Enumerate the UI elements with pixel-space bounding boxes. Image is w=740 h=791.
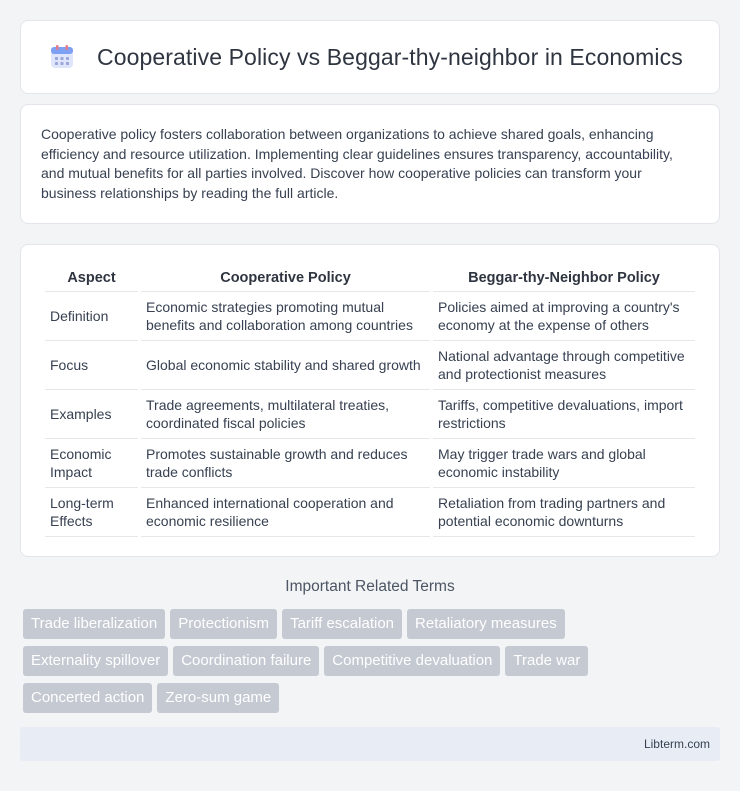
table-cell: Retaliation from trading partners and potential economic downturns bbox=[433, 488, 695, 537]
column-header-cooperative: Cooperative Policy bbox=[141, 265, 430, 292]
table-cell: Promotes sustainable growth and reduces trade conflicts bbox=[141, 439, 430, 488]
comparison-table-card bbox=[20, 244, 720, 557]
related-term-tag[interactable]: Trade war bbox=[505, 646, 588, 676]
related-term-tag[interactable]: Competitive devaluation bbox=[324, 646, 500, 676]
table-row bbox=[45, 488, 695, 537]
table-cell: Enhanced international cooperation and economic resilience bbox=[141, 488, 430, 537]
table-cell: Long-term Effects bbox=[45, 488, 138, 537]
table-cell: Focus bbox=[45, 341, 138, 390]
table-row bbox=[45, 390, 695, 439]
column-header-beggar: Beggar-thy-Neighbor Policy bbox=[433, 265, 695, 292]
comparison-table bbox=[42, 265, 698, 537]
related-term-tag[interactable]: Coordination failure bbox=[173, 646, 319, 676]
table-cell: Examples bbox=[45, 390, 138, 439]
header-card bbox=[20, 20, 720, 94]
footer-brand-link[interactable]: Libterm.com bbox=[643, 737, 710, 751]
related-term-tag[interactable]: Retaliatory measures bbox=[407, 609, 565, 639]
related-term-tag[interactable]: Externality spillover bbox=[23, 646, 168, 676]
table-cell: Trade agreements, multilateral treaties, coordinated fiscal policies bbox=[141, 390, 430, 439]
intro-text: Cooperative policy fosters collaboration between organizations to achieve shared goals, enhancing efficiency and resource utilization. Implementing clear guidelines ensures transparency, accountability, and mutual benefits for all parties involved. Discover how cooperative policies can transform your business relationships by reading the full article. bbox=[41, 126, 673, 201]
related-term-tag[interactable]: Protectionism bbox=[170, 609, 277, 639]
table-cell: Policies aimed at improving a country's economy at the expense of others bbox=[433, 292, 695, 341]
related-terms-tags bbox=[23, 609, 723, 720]
page-title: Cooperative Policy vs Beggar-thy-neighbor in Economics bbox=[97, 43, 683, 70]
table-cell: May trigger trade wars and global economic instability bbox=[433, 439, 695, 488]
table-row bbox=[45, 341, 695, 390]
column-header-aspect: Aspect bbox=[45, 265, 138, 292]
table-header-row bbox=[45, 265, 695, 292]
related-term-tag[interactable]: Trade liberalization bbox=[23, 609, 165, 639]
table-cell: Global economic stability and shared growth bbox=[141, 341, 430, 390]
related-term-tag[interactable]: Tariff escalation bbox=[282, 609, 402, 639]
footer bbox=[20, 727, 720, 761]
related-term-tag[interactable]: Concerted action bbox=[23, 683, 152, 713]
table-cell: Economic Impact bbox=[45, 439, 138, 488]
table-row bbox=[45, 439, 695, 488]
intro-card bbox=[20, 104, 720, 224]
calendar-icon bbox=[49, 44, 75, 70]
table-cell: Economic strategies promoting mutual benefits and collaboration among countries bbox=[141, 292, 430, 341]
table-cell: Tariffs, competitive devaluations, import restrictions bbox=[433, 390, 695, 439]
related-term-tag[interactable]: Zero-sum game bbox=[157, 683, 279, 713]
related-terms-title: Important Related Terms bbox=[285, 578, 455, 595]
table-cell: National advantage through competitive and protectionist measures bbox=[433, 341, 695, 390]
table-row bbox=[45, 292, 695, 341]
table-cell: Definition bbox=[45, 292, 138, 341]
